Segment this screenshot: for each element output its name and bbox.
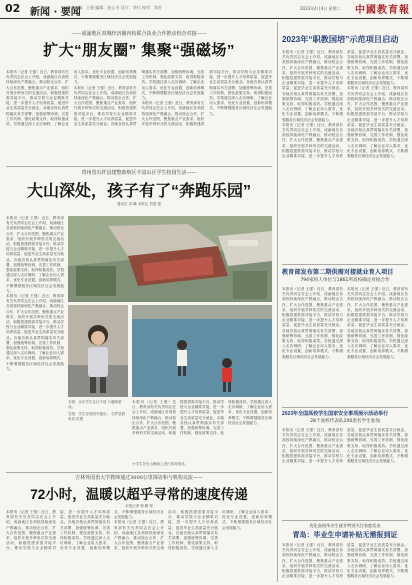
- newspaper-logo: 中國教育報: [355, 5, 410, 16]
- right-story-1-body: [282, 50, 408, 262]
- right-divider-1: [282, 264, 408, 265]
- masthead: [0, 0, 412, 19]
- section-title: 新闻 · 要闻: [30, 7, 81, 18]
- story-divider-2: [6, 472, 272, 473]
- story-1: [6, 22, 272, 60]
- right-story-4-headline: 青岛：毕业生申请补贴无需报到证: [292, 532, 398, 539]
- story-divider: [6, 166, 272, 167]
- right-story-2-subhead: 794家用人单位与1861所高校确定对接合作: [300, 278, 390, 283]
- campus-aerial-image: [68, 216, 272, 302]
- right-story-4-kicker: 优化高校毕业生就业特别关注家庭发表: [309, 523, 381, 528]
- story-3-body: [6, 510, 272, 582]
- story-2-headline: 大山深处，孩子有了“奔跑乐园”: [26, 183, 251, 200]
- right-story-3: [282, 410, 408, 424]
- right-story-2-text: 本报讯（记者 王强）近日，教育部有关负责同志在会上介绍，成渝地区各高校持续深化产教融合，推动校企合作，扩大合作范围，聚焦重点产业需求，组织开展多种形式的交流活动，积极搭建供需对接平台，推动学校与企业精准对接，进一步提升人才培养质量，促进毕业生高质量充分就业。各地各校认真贯彻落实有关部署，加强统筹协调，完善工作机制，强化政策支持，取得积极成效。学校通过深入走访调研，了解企业用人需求，优化专业设置，创新培养模式，不断增强服务区域经济社会发展能力。: [282, 287, 343, 359]
- story-2-text-2: 本报讯（记者 王强）近日，教育部有关负责同志在会上介绍，成渝地区各高校持续深化产教融合，推动校企合作，扩大合作范围，聚焦重点产业需求，组织开展多种形式的交流活动，积极搭建供需对接平台，推动学校与企业精准对接，进一步提升人才培养质量，促进毕业生高质量充分就业。各地各校认真贯彻落实有关部署，加强统筹协调，完善工作机制，强化政策支持，取得积极成效。学校通过深入走访调研，了解企业用人需求，优化专业设置，创新培养模式，不断增强服务区域经济社会发展能力。: [6, 294, 64, 371]
- story-2: [6, 168, 272, 207]
- page-number: 02: [5, 2, 21, 15]
- story-3-headline: 72小时，温暖以超乎寻常的速度传递: [30, 487, 248, 502]
- right-divider-2: [282, 407, 408, 408]
- right-story-1-text-2: 本报讯（记者 王强）近日，教育部有关负责同志在会上介绍，成渝地区各高校持续深化产教融合，推动校企合作，扩大合作范围，聚焦重点产业需求，组织开展多种形式的交流活动，积极搭建供需对接平台，推动学校与企业精准对接，进一步提升人才培养质量，促进毕业生高质量充分就业。各地各校认真贯彻落实有关部署，加强统筹协调，完善工作机制，强化政策支持，取得积极成效。学校通过深入走访调研，了解企业用人需求，优化专业设置，创新培养模式，不断增强服务区域经济社会发展能力。: [282, 50, 408, 159]
- right-story-2-text-2: 本报讯（记者 王强）近日，教育部有关负责同志在会上介绍，成渝地区各高校持续深化产教融合，推动校企合作，扩大合作范围，聚焦重点产业需求，组织开展多种形式的交流活动，积极搭建供需对接平台，推动学校与企业精准对接，进一步提升人才培养质量，促进毕业生高质量充分就业。各地各校认真贯彻落实有关部署，加强统筹协调，完善工作机制，强化政策支持，取得积极成效。学校通过深入走访调研，了解企业用人需求，优化专业设置，创新培养模式，不断增强服务区域经济社会发展能力。: [347, 287, 408, 359]
- student-portrait-photo: [68, 305, 128, 397]
- right-divider-3: [282, 520, 408, 521]
- story-2-kicker: 贵州省石阡县建整助纳区丰富山区学生校园生活——: [81, 170, 197, 176]
- story-1-text-2: 本报讯（记者 王强）近日，教育部有关负责同志在会上介绍，成渝地区各高校持续深化产教融合，推动校企合作，扩大合作范围，聚焦重点产业需求，组织开展多种形式的交流活动，积极搭建供需对接平台，推动学校与企业精准对接，进一步提升人才培养质量，促进毕业生高质量充分就业。各地各校认真贯彻落实有关部署，加强统筹协调，完善工作机制，强化政策支持，取得积极成效。学校通过深入走访调研，了解企业用人需求，优化专业设置，创新培养模式，不断增强服务区域经济社会发展能力。: [73, 70, 205, 127]
- story-2-byline: 通讯员 刘 曦 本报记 刘建 提: [116, 202, 162, 206]
- story-3-kicker: 吉林外国语大学教师通过3000公里探访和与机构交流——: [75, 475, 203, 481]
- right-story-3-text: 本报讯（记者 王强）近日，教育部有关负责同志在会上介绍，成渝地区各高校持续深化产教融合，推动校企合作，扩大合作范围，聚焦重点产业需求，组织开展多种形式的交流活动，积极搭建供需对接平台，推动学校与企业精准对接，进一步提升人才培养质量，促进毕业生高质量充分就业。各地各校认真贯彻落实有关部署，加强统筹协调，完善工作机制，强化政策支持，取得积极成效。学校通过深入走访调研，了解企业用人需求，优化专业设置，创新培养模式，不断增强服务区域经济社会发展能力。: [282, 428, 408, 464]
- student-portrait-image: [68, 305, 128, 397]
- right-story-1: [282, 34, 408, 45]
- right-story-3-headline: 2023年全国高校学生国家安全事项展示活动举行: [282, 411, 389, 417]
- issue-date: 2023年4月4日 星期二: [300, 6, 341, 11]
- right-story-4-body: [282, 543, 408, 583]
- right-story-2-headline: 教育部发布第二期供需对接就业育人项目: [282, 269, 394, 276]
- photo-caption-3: 小学生在东山操场上进行体育游戏。: [132, 462, 188, 466]
- right-story-4: [282, 523, 408, 540]
- story-3-text: 本报讯（记者 王强）近日，教育部有关负责同志在会上介绍，成渝地区各高校持续深化产教融合，推动校企合作，扩大合作范围，聚焦重点产业需求，组织开展多种形式的交流活动，积极搭建供需对接平台，推动学校与企业精准对接，进一步提升人才培养质量，促进毕业生高质量充分就业。各地各校认真贯彻落实有关部署，加强统筹协调，完善工作机制，强化政策支持，取得积极成效。学校通过深入走访调研，了解企业用人需求，优化专业设置，创新培养模式，不断增强服务区域经济社会发展能力。: [6, 510, 164, 551]
- right-story-4-text: 本报讯（记者 王强）近日，教育部有关负责同志在会上介绍，成渝地区各高校持续深化产教融合，推动校企合作，扩大合作范围，聚焦重点产业需求，组织开展多种形式的交流活动，积极搭建供需对接平台，推动学校与企业精准对接，进一步提升人才培养质量，促进毕业生高质量充分就业。各地各校认真贯彻落实有关部署，加强统筹协调，完善工作机制，强化政策支持，取得积极成效。学校通过深入走访调研，了解企业用人需求，优化专业设置，创新培养模式，不断增强服务区域经济社会发展能力。: [282, 543, 408, 579]
- photo-caption-2: 右图：学生在校园中跑步。 石阡县教育局 供图: [68, 412, 126, 421]
- campus-aerial-photo: [68, 216, 272, 302]
- playground-image: [132, 305, 272, 397]
- story-2-text: 本报讯（记者 王强）近日，教育部有关负责同志在会上介绍，成渝地区各高校持续深化产教融合，推动校企合作，扩大合作范围，聚焦重点产业需求，组织开展多种形式的交流活动，积极搭建供需对接平台，推动学校与企业精准对接，进一步提升人才培养质量，促进毕业生高质量充分就业。各地各校认真贯彻落实有关部署，加强统筹协调，完善工作机制，强化政策支持，取得积极成效。学校通过深入走访调研，了解企业用人需求，优化专业设置，创新培养模式，不断增强服务区域经济社会发展能力。: [6, 216, 64, 293]
- story-1-headline: 扩大“朋友圈” 集聚“强磁场”: [43, 42, 235, 59]
- right-story-1-text-3: 本报讯（记者 王强）近日，教育部有关负责同志在会上介绍，成渝地区各高校持续深化产教融合，推动校企合作，扩大合作范围，聚焦重点产业需求，组织开展多种形式的交流活动，积极搭建供需对接平台，推动学校与企业精准对接，进一步提升人才培养质量，促进毕业生高质量充分就业。各地各校认真贯彻落实有关部署，加强统筹协调，完善工作机制，强化政策支持，取得积极成效。学校通过深入走访调研，了解企业用人需求，优化专业设置，创新培养模式，不断增强服务区域经济社会发展能力。: [347, 86, 408, 159]
- right-story-2-body: [282, 287, 408, 405]
- story-1-text: 本报讯（记者 王强）近日，教育部有关负责同志在会上介绍，成渝地区各高校持续深化产教融合，推动校企合作，扩大合作范围，聚焦重点产业需求，组织开展多种形式的交流活动，积极搭建供需对接平台，推动学校与企业精准对接，进一步提升人才培养质量，促进毕业生高质量充分就业。各地各校认真贯彻落实有关部署，加强统筹协调，完善工作机制，强化政策支持，取得积极成效。学校通过深入走访调研，了解企业用人需求，优化专业设置，创新培养模式，不断增强服务区域经济社会发展能力。: [6, 70, 137, 127]
- story-1-text-3: 本报讯（记者 王强）近日，教育部有关负责同志在会上介绍，成渝地区各高校持续深化产教融合，推动校企合作，扩大合作范围，聚焦重点产业需求，组织开展多种形式的交流活动，积极搭建供需对接平台，推动学校与企业精准对接，进一步提升人才培养质量，促进毕业生高质量充分就业。各地各校认真贯彻落实有关部署，加强统筹协调，完善工作机制，强化政策支持，取得积极成效。学校通过深入走访调研，了解企业用人需求，优化专业设置，创新培养模式，不断增强服务区域经济社会发展能力。: [141, 70, 272, 127]
- story-3-text-2: 本报讯（记者 王强）近日，教育部有关负责同志在会上介绍，成渝地区各高校持续深化产教融合，推动校企合作，扩大合作范围，聚焦重点产业需求，组织开展多种形式的交流活动，积极搭建供需对接平台，推动学校与企业精准对接，进一步提升人才培养质量，促进毕业生高质量充分就业。各地各校认真贯彻落实有关部署，加强统筹协调，完善工作机制，强化政策支持，取得积极成效。学校通过深入走访调研，了解企业用人需求，优化专业设置，创新培养模式，不断增强服务区域经济社会发展能力。: [114, 510, 272, 551]
- right-story-3-subhead: 28个高校代表队200余名学生参加: [310, 419, 380, 424]
- right-story-1-headline: 2023年“职教国培”示范项目启动: [282, 35, 399, 44]
- story-2-body-left: [6, 216, 64, 464]
- photo-caption-1: 右图：从年学生社区中进 行趣味游戏。: [68, 400, 122, 409]
- story-1-body: [6, 70, 272, 164]
- right-story-3-body: [282, 428, 408, 518]
- column-divider: [277, 22, 278, 582]
- right-story-2: [282, 267, 408, 283]
- playground-photo: [132, 305, 272, 397]
- story-2-body-right: [132, 400, 272, 464]
- edit-meta: 主编：王强 编辑：赵云书 设计：李红 校对：刘芳: [74, 5, 162, 10]
- right-story-1-text: 本报讯（记者 王强）近日，教育部有关负责同志在会上介绍，成渝地区各高校持续深化产教融合，推动校企合作，扩大合作范围，聚焦重点产业需求，组织开展多种形式的交流活动，积极搭建供需对接平台，推动学校与企业精准对接，进一步提升人才培养质量，促进毕业生高质量充分就业。各地各校认真贯彻落实有关部署，加强统筹协调，完善工作机制，强化政策支持，取得积极成效。学校通过深入走访调研，了解企业用人需求，优化专业设置，创新培养模式，不断增强服务区域经济社会发展能力。: [282, 50, 343, 122]
- story-3-byline: 本报记者 韩 鹏 程: [125, 504, 153, 508]
- story-1-kicker: ——成渝地区双城经济圈内校联合执业合作推动校企对接——: [71, 31, 207, 37]
- story-3: [6, 474, 272, 509]
- story-2-text-3: 本报讯（记者 王强）近日，教育部有关负责同志在会上介绍，成渝地区各高校持续深化产教融合，推动校企合作，扩大合作范围，聚焦重点产业需求，组织开展多种形式的交流活动，积极搭建供需对接平台，推动学校与企业精准对接，进一步提升人才培养质量，促进毕业生高质量充分就业。各地各校认真贯彻落实有关部署，加强统筹协调，完善工作机制，强化政策支持，取得积极成效。学校通过深入走访调研，了解企业用人需求，优化专业设置，创新培养模式，不断增强服务区域经济社会发展能力。: [132, 400, 272, 436]
